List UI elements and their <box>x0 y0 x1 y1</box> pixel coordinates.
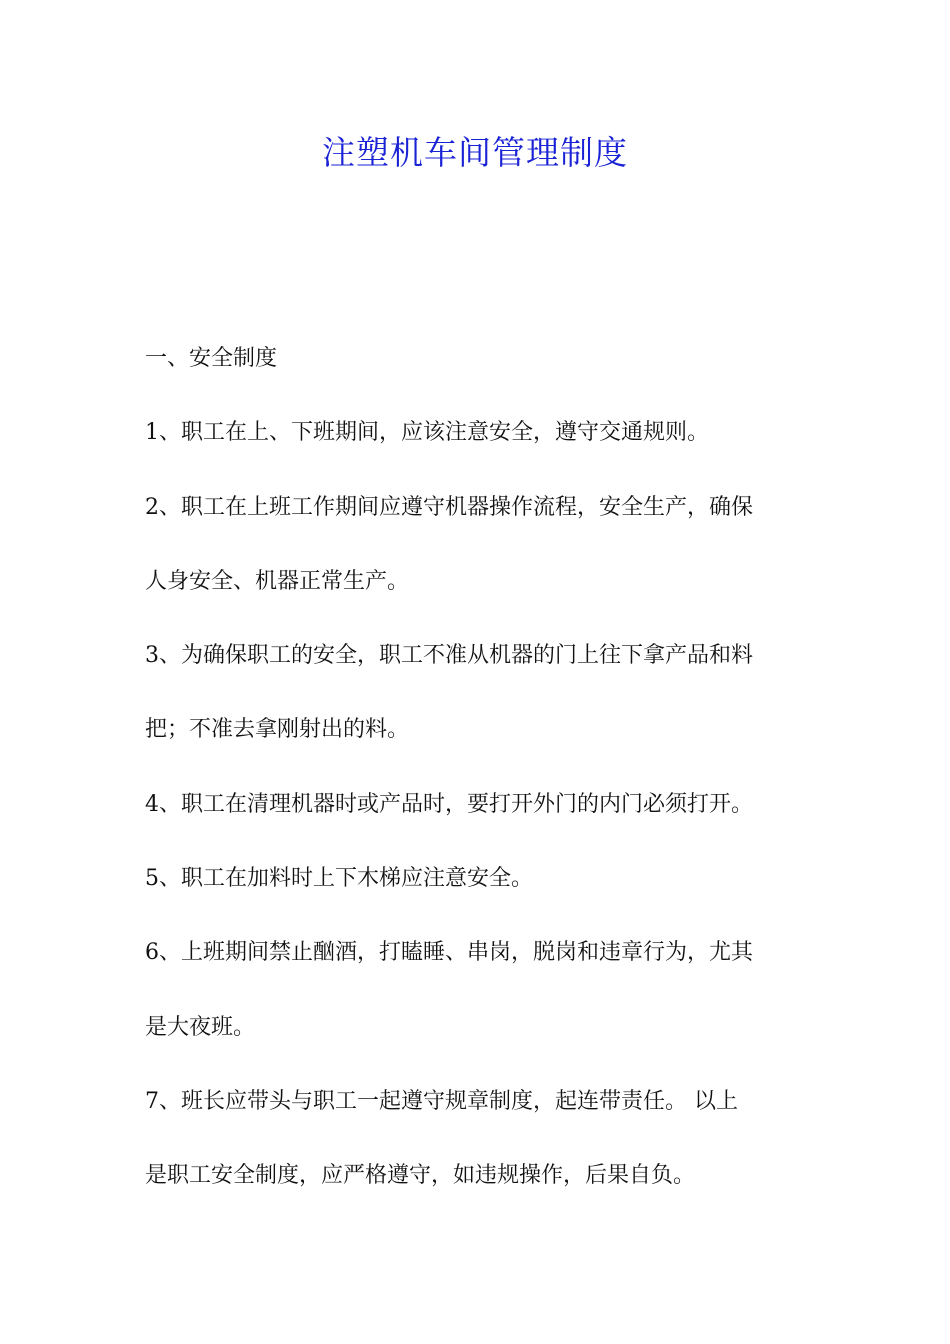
paragraph-line: 是职工安全制度，应严格遵守，如违规操作，后果自负。 <box>145 1163 696 1189</box>
paragraph-line: 把；不准去拿刚射出的料。 <box>145 717 410 743</box>
paragraph-line: 6、上班期间禁止酗酒，打瞌睡、串岗，脱岗和违章行为，尤其 <box>145 940 753 966</box>
document-title: 注塑机车间管理制度 <box>322 133 628 172</box>
paragraph-line: 人身安全、机器正常生产。 <box>145 568 410 594</box>
paragraph-line: 4、职工在清理机器时或产品时，要打开外门的内门必须打开。 <box>145 791 753 817</box>
paragraph-line: 3、为确保职工的安全，职工不准从机器的门上往下拿产品和料 <box>145 643 753 669</box>
section-heading: 一、安全制度 <box>145 346 278 371</box>
document-body <box>145 340 810 1232</box>
paragraph-line: 2、职工在上班工作期间应遵守机器操作流程，安全生产，确保 <box>145 494 753 520</box>
paragraph-line: 是大夜班。 <box>145 1014 256 1040</box>
paragraph-line: 1、职工在上、下班期间，应该注意安全，遵守交通规则。 <box>145 420 709 446</box>
paragraph-line: 7、班长应带头与职工一起遵守规章制度，起连带责任。 以上 <box>145 1088 738 1114</box>
paragraph-line: 5、职工在加料时上下木梯应注意安全。 <box>145 866 533 892</box>
